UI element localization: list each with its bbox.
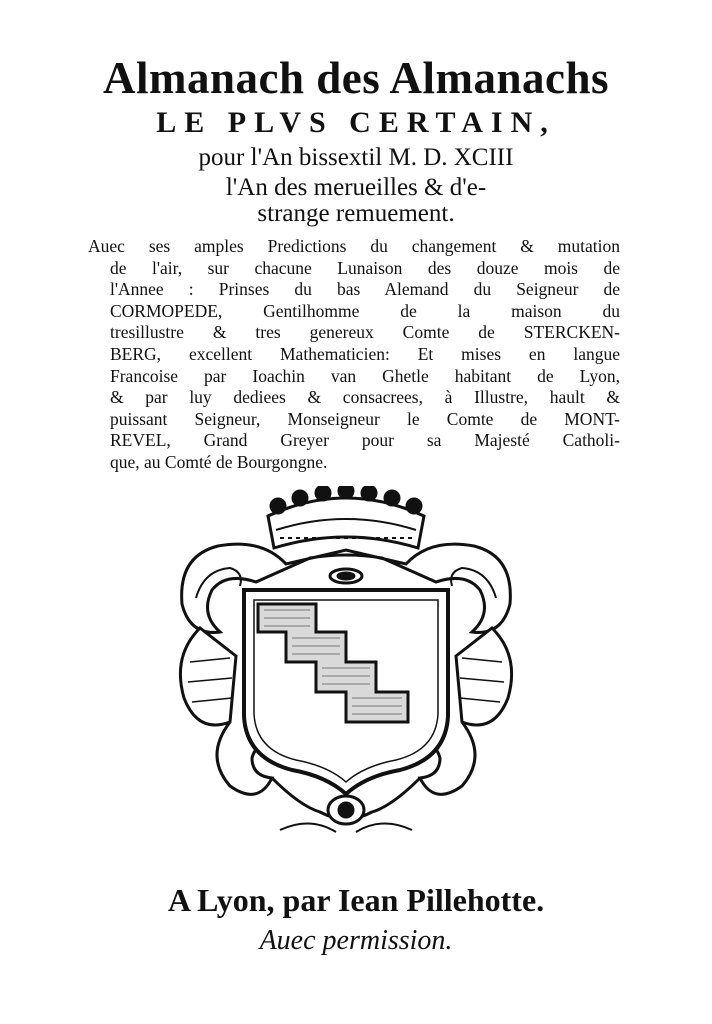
description-line: puissant Seigneur, Monseigneur le Comte de MONT-: [110, 408, 620, 429]
crown-icon: [268, 486, 424, 548]
description-line: de l'air, sur chacune Lunaison des douze mois de: [110, 257, 620, 278]
main-title: Almanach des Almanachs: [102, 53, 610, 103]
title-year-line: pour l'An bissextil M. D. XCIII: [198, 144, 514, 171]
permission-note: Auec permission.: [259, 925, 453, 956]
heraldic-shield: [244, 590, 448, 794]
printer-imprint: A Lyon, par Iean Pillehotte.: [167, 882, 545, 918]
description-line: l'Annee : Prinses du bas Alemand du Seigneur de: [110, 279, 620, 300]
coat-of-arms-illustration: [160, 486, 532, 856]
title-upheaval-line: strange remuement.: [257, 200, 455, 227]
subtitle: LE PLVS CERTAIN,: [156, 106, 556, 139]
description-line: CORMOPEDE, Gentilhomme de la maison du: [110, 300, 620, 321]
description-line: Auec ses amples Predictions du changement & mutation: [88, 236, 620, 256]
description-line: tresillustre & tres genereux Comte de STERCKEN-: [110, 322, 620, 343]
description-line: Francoise par Ioachin van Ghetle habitant de Lyon,: [110, 365, 620, 386]
description-line: & par luy dediees & consacrees, à Illustre, hault &: [110, 387, 620, 408]
description-line: REVEL, Grand Greyer pour sa Majesté Catholi-: [110, 430, 620, 451]
description-line: que, au Comté de Bourgongne.: [110, 451, 328, 472]
description-paragraph: [88, 236, 620, 474]
description-line: BERG, excellent Mathematicien: Et mises en langue: [110, 343, 620, 364]
title-marvels-line: l'An des merueilles & d'e-: [225, 174, 487, 201]
